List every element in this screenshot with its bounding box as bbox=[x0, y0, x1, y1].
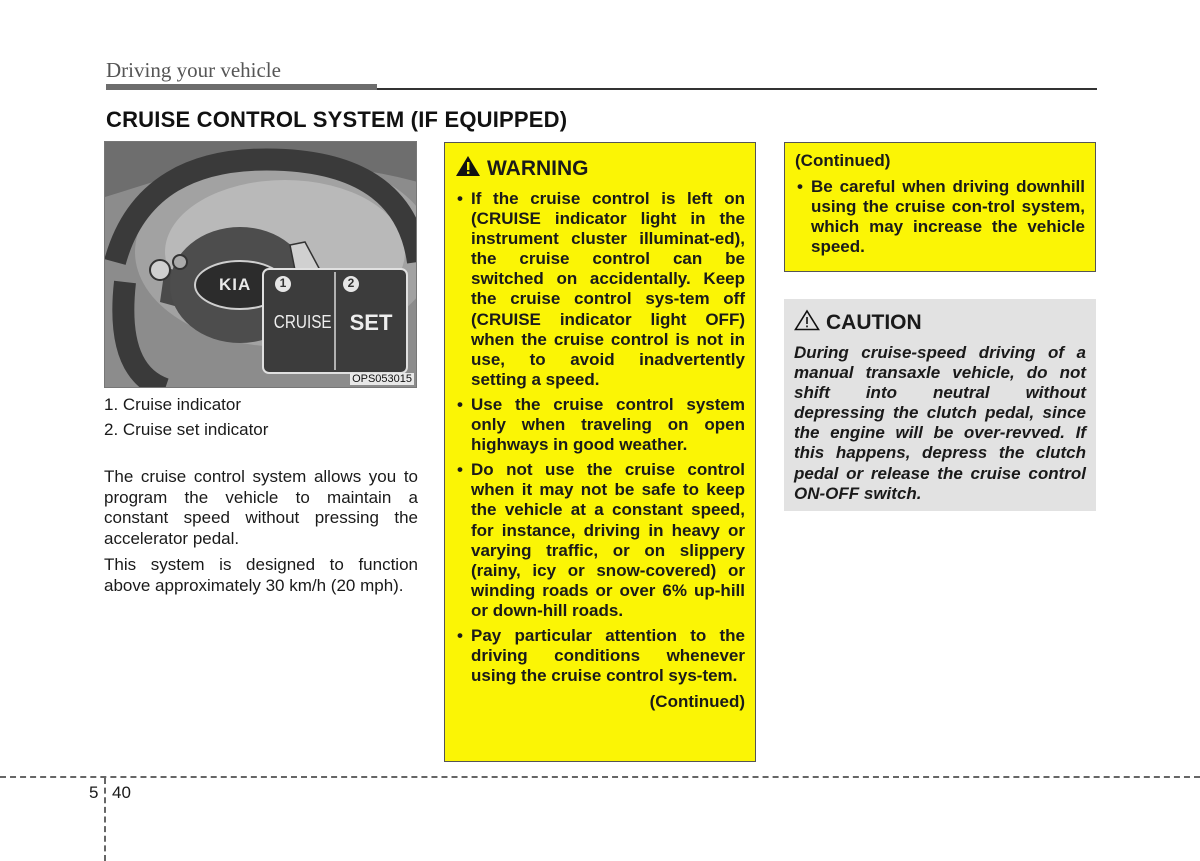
continued-note: (Continued) bbox=[649, 692, 745, 712]
body-paragraph: This system is designed to function above approximately 30 km/h (20 mph). bbox=[104, 555, 418, 595]
callout-2-badge: 2 bbox=[347, 276, 355, 290]
continued-list bbox=[795, 177, 1085, 257]
callout-1-badge: 1 bbox=[279, 276, 287, 290]
steering-wheel-illustration bbox=[105, 142, 417, 388]
caption-cruise-set-indicator: 2. Cruise set indicator bbox=[104, 420, 269, 439]
header-rule-accent bbox=[106, 84, 377, 90]
continued-label: (Continued) bbox=[795, 151, 891, 170]
list-item: • If the cruise control is left on (CRUISE indicator light in the instrument cluster illuminat-ed), the cruise control can be switched on accidentally. Keep the cruise control sys-tem off (CRUISE indicator light OFF) when the cruise control is not in use, to avoid inadvertently setting a speed. bbox=[455, 189, 745, 390]
warning-box bbox=[444, 142, 756, 762]
list-item: • Use the cruise control system only when traveling on open highways in good weather. bbox=[455, 395, 745, 455]
list-item: • Do not use the cruise control when it may not be safe to keep the vehicle at a constant speed, for instance, driving in heavy or varying traffic, or on slippery (rainy, icy or snow-covered) or winding roads or over 6% up-hill or down-hill roads. bbox=[455, 460, 745, 621]
warning-heading-text: WARNING bbox=[487, 157, 589, 180]
steering-wheel-figure bbox=[104, 141, 417, 388]
set-button-label: SET bbox=[349, 310, 393, 335]
warning-continued-box bbox=[784, 142, 1096, 272]
running-header: Driving your vehicle bbox=[106, 58, 281, 82]
section-title: CRUISE CONTROL SYSTEM (IF EQUIPPED) bbox=[106, 107, 568, 132]
warning-triangle-icon bbox=[455, 155, 481, 183]
figure-code: OPS053015 bbox=[352, 373, 412, 385]
list-item: • Pay particular attention to the driving conditions whenever using the cruise control sys-tem. bbox=[455, 626, 745, 686]
body-paragraph: The cruise control system allows you to program the vehicle to maintain a constant speed without pressing the accelerator pedal. bbox=[104, 467, 418, 548]
caption-cruise-indicator: 1. Cruise indicator bbox=[104, 395, 242, 414]
page-number: 40 bbox=[112, 783, 131, 802]
list-item: • Be careful when driving downhill using the cruise con-trol system, which may increase the vehicle speed. bbox=[795, 177, 1085, 257]
caution-box bbox=[784, 299, 1096, 511]
warning-heading bbox=[455, 155, 745, 183]
chapter-number: 5 bbox=[89, 783, 99, 802]
caution-text: During cruise-speed driving of a manual transaxle vehicle, do not shift into neutral without depressing the clutch pedal, since the engine will be over-revved. If this happens, depress the clutch pedal or release the cruise control ON-OFF switch. bbox=[794, 343, 1086, 503]
cruise-button-label: CRUISE bbox=[273, 312, 332, 332]
warning-list bbox=[455, 189, 745, 686]
footer-vertical-rule bbox=[104, 778, 106, 861]
kia-logo: KIA bbox=[219, 275, 252, 294]
header-rule bbox=[377, 88, 1097, 90]
caution-heading-text: CAUTION bbox=[826, 311, 922, 334]
caution-heading bbox=[794, 309, 1086, 337]
caution-triangle-icon bbox=[794, 309, 820, 337]
footer-rule bbox=[0, 776, 1200, 778]
